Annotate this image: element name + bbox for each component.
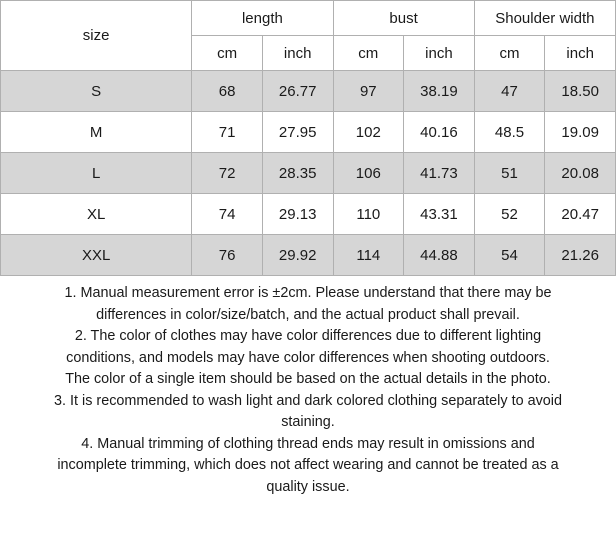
- cell-shoulder-cm: 51: [474, 153, 545, 194]
- cell-shoulder-cm: 52: [474, 194, 545, 235]
- cell-bust-cm: 102: [333, 112, 404, 153]
- table-row: [1, 153, 616, 194]
- table-header-row-measurements: [1, 1, 616, 36]
- table-row: [1, 112, 616, 153]
- cell-bust-inch: 38.19: [404, 71, 475, 112]
- cell-length-cm: 76: [192, 235, 263, 276]
- cell-shoulder-inch: 20.47: [545, 194, 616, 235]
- cell-bust-cm: 97: [333, 71, 404, 112]
- note-line: 2. The color of clothes may have color differences due to different lighting: [74, 328, 542, 344]
- cell-length-inch: 29.92: [262, 235, 333, 276]
- cell-bust-inch: 40.16: [404, 112, 475, 153]
- cell-size: L: [1, 153, 192, 194]
- cell-length-cm: 72: [192, 153, 263, 194]
- note-line: staining.: [281, 414, 335, 430]
- header-cell-shoulder-width: Shoulder width: [474, 1, 615, 36]
- cell-length-inch: 28.35: [262, 153, 333, 194]
- header-cell-length: length: [192, 1, 333, 36]
- header-cell-length-inch: inch: [262, 36, 333, 71]
- cell-bust-cm: 114: [333, 235, 404, 276]
- cell-shoulder-cm: 47: [474, 71, 545, 112]
- cell-length-cm: 68: [192, 71, 263, 112]
- cell-size: XXL: [1, 235, 192, 276]
- cell-length-inch: 27.95: [262, 112, 333, 153]
- cell-size: M: [1, 112, 192, 153]
- cell-length-cm: 74: [192, 194, 263, 235]
- cell-bust-inch: 44.88: [404, 235, 475, 276]
- cell-shoulder-inch: 19.09: [545, 112, 616, 153]
- cell-shoulder-cm: 54: [474, 235, 545, 276]
- notes-section: [0, 276, 616, 498]
- cell-shoulder-inch: 21.26: [545, 235, 616, 276]
- cell-shoulder-inch: 18.50: [545, 71, 616, 112]
- table-row: [1, 194, 616, 235]
- cell-length-inch: 29.13: [262, 194, 333, 235]
- cell-bust-inch: 41.73: [404, 153, 475, 194]
- cell-shoulder-cm: 48.5: [474, 112, 545, 153]
- cell-bust-inch: 43.31: [404, 194, 475, 235]
- cell-bust-cm: 106: [333, 153, 404, 194]
- note-line: incomplete trimming, which does not affect wearing and cannot be treated as a: [57, 457, 559, 473]
- cell-size: S: [1, 71, 192, 112]
- note-line: 1. Manual measurement error is ±2cm. Please understand that there may be: [64, 285, 552, 301]
- cell-shoulder-inch: 20.08: [545, 153, 616, 194]
- cell-size: XL: [1, 194, 192, 235]
- note-line: 4. Manual trimming of clothing thread ends may result in omissions and: [81, 435, 535, 452]
- cell-length-cm: 71: [192, 112, 263, 153]
- note-line: conditions, and models may have color differences when shooting outdoors.: [66, 349, 550, 366]
- note-line: 3. It is recommended to wash light and dark colored clothing separately to avoid: [54, 392, 562, 409]
- note-line: differences in color/size/batch, and the actual product shall prevail.: [96, 306, 520, 323]
- header-cell-shoulder-cm: cm: [474, 36, 545, 71]
- header-cell-bust: bust: [333, 1, 474, 36]
- note-line: quality issue.: [266, 478, 350, 495]
- header-cell-bust-cm: cm: [333, 36, 404, 71]
- cell-length-inch: 26.77: [262, 71, 333, 112]
- header-cell-bust-inch: inch: [404, 36, 475, 71]
- header-cell-size: size: [1, 1, 192, 71]
- note-line: The color of a single item should be based on the actual details in the photo.: [65, 371, 551, 387]
- header-cell-length-cm: cm: [192, 36, 263, 71]
- cell-bust-cm: 110: [333, 194, 404, 235]
- header-cell-shoulder-inch: inch: [545, 36, 616, 71]
- table-row: [1, 71, 616, 112]
- table-row: [1, 235, 616, 276]
